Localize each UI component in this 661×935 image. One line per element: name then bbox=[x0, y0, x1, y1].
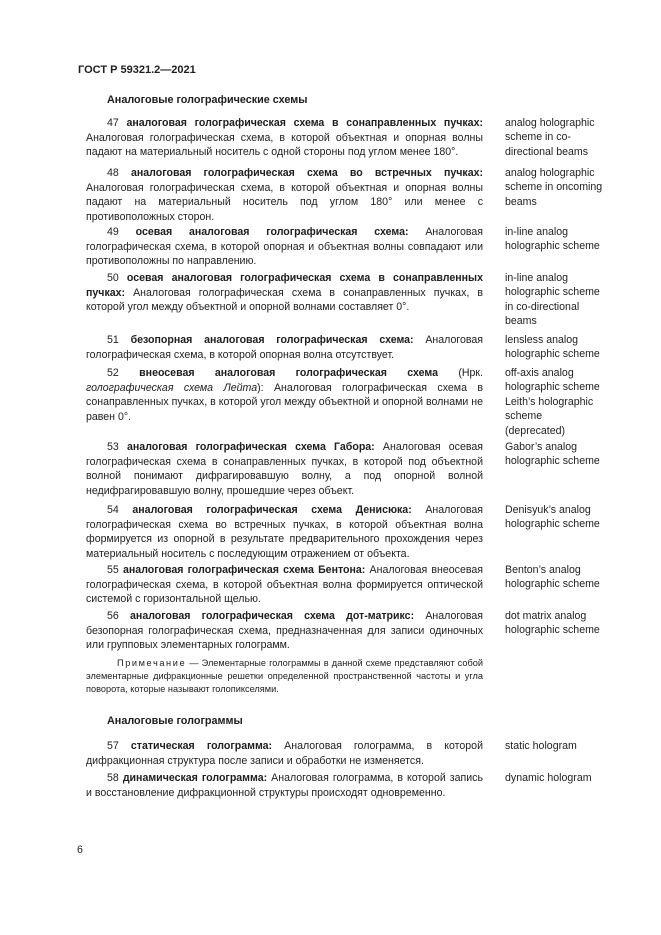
term-name: аналоговая голографическая схема дот-матрикс: bbox=[130, 610, 415, 622]
term-english-57: static hologram bbox=[505, 740, 577, 752]
term-name: аналоговая голографическая схема в сонаправленных пучках: bbox=[126, 117, 483, 129]
term-english-55: Benton’s analog holographic scheme bbox=[505, 564, 600, 591]
term-definition: Аналоговая голографическая схема во встречных пучках, в которой объектная волна формируется из опорной в результате предварительного прохождения через материальный носитель с последующим отражением от объекта. bbox=[86, 504, 483, 560]
term-name: безопорная аналоговая голографическая схема: bbox=[130, 334, 414, 346]
term-number: 57 bbox=[107, 740, 119, 752]
term-56 bbox=[86, 609, 483, 653]
term-english-54: Denisyuk’s analog holographic scheme bbox=[505, 504, 600, 531]
term-number: 51 bbox=[107, 334, 119, 346]
term-number: 54 bbox=[107, 504, 119, 516]
term-definition: Аналоговая голографическая схема в сонаправленных пучках, в которой угол между объектной и опорной волнами составляет 0°. bbox=[86, 286, 483, 314]
term-58 bbox=[86, 771, 483, 800]
term-52 bbox=[86, 366, 483, 424]
page-number: 6 bbox=[77, 844, 83, 856]
term-english-50: in-line analog holographic scheme in co-directional beams bbox=[505, 272, 600, 328]
term-name: аналоговая голографическая схема Бентона: bbox=[123, 564, 366, 576]
term-definition: Аналоговая осевая голографическая схема в сонаправленных пучках, в которой под объектной волной понимают дифрагировавшую волну, а под опорной волной недифрагировавшую волну, прошедшие через объект. bbox=[86, 441, 484, 497]
term-number: 58 bbox=[107, 772, 119, 784]
term-name: осевая аналоговая голографическая схема в сонаправленных пучках: bbox=[86, 272, 483, 299]
term-definition: Аналоговая внеосевая голографическая схема, в которой объектная волна формируется оптической системой с горизонтальной щелью. bbox=[86, 564, 483, 606]
note-label: Примечание bbox=[117, 658, 187, 668]
term-name: осевая аналоговая голографическая схема: bbox=[135, 226, 409, 238]
term-definition: Аналоговая голограмма, в которой дифракционная структура после записи и обработки не изменяется. bbox=[86, 740, 483, 767]
document-code: ГОСТ Р 59321.2—2021 bbox=[78, 64, 196, 76]
note bbox=[86, 657, 483, 696]
term-english-51: lensless analog holographic scheme bbox=[505, 334, 600, 361]
term-number: 50 bbox=[107, 272, 119, 284]
term-55 bbox=[86, 563, 483, 607]
term-english-58: dynamic hologram bbox=[505, 772, 592, 784]
term-54 bbox=[86, 503, 483, 561]
term-53 bbox=[86, 440, 483, 498]
term-number: 49 bbox=[107, 226, 119, 238]
term-english-48: analog holographic scheme in oncoming beams bbox=[505, 167, 603, 208]
term-number: 47 bbox=[107, 117, 119, 129]
term-number: 52 bbox=[107, 367, 119, 379]
term-number: 53 bbox=[107, 441, 119, 453]
term-definition: Аналоговая голографическая схема, в которой опорная и объектная волны совпадают или противоположны по направлению. bbox=[86, 226, 483, 268]
term-name: аналоговая голографическая схема во встречных пучках: bbox=[130, 167, 483, 179]
section-title: Аналоговые голограммы bbox=[107, 715, 243, 727]
term-definition: Аналоговая голографическая схема, в которой объектная и опорная волны падают на материальный носитель под углом 180° или менее с противоположных сторон. bbox=[86, 181, 483, 223]
term-english-53: Gabor’s analog holographic scheme bbox=[505, 441, 600, 468]
term-definition-prefix: (Нрк. bbox=[438, 367, 483, 379]
deprecated-term: голографическая схема Лейта bbox=[86, 381, 258, 394]
term-47 bbox=[86, 116, 483, 160]
term-name: аналоговая голографическая схема Денисюка: bbox=[132, 504, 412, 516]
term-definition: Аналоговая голографическая схема, в которой объектная и опорная волны падают на материальный носитель с одной стороны под углом менее 180°. bbox=[86, 131, 483, 159]
term-english-49: in-line analog holographic scheme bbox=[505, 226, 600, 253]
term-49 bbox=[86, 225, 483, 269]
term-57 bbox=[86, 739, 483, 768]
term-english-47: analog holographic scheme in co- directional beams bbox=[505, 117, 595, 158]
term-definition: Аналоговая голографическая схема, в которой опорная волна отсутствует. bbox=[86, 334, 483, 361]
term-name: внеосевая аналоговая голографическая схема bbox=[139, 367, 438, 379]
term-english-56: dot matrix analog holographic scheme bbox=[505, 610, 600, 637]
term-definition: ): Аналоговая голографическая схема в сонаправленных пучках, в которой угол между объектной и опорной волнами не равен 0°. bbox=[86, 381, 483, 423]
term-number: 56 bbox=[107, 610, 119, 622]
term-english-52: off-axis analog holographic scheme Leith’s holographic scheme (deprecated) bbox=[505, 367, 600, 437]
term-definition: Аналоговая безопорная голографическая схема, предназначенная для записи одиночных или групповых элементарных голограмм. bbox=[86, 610, 483, 652]
term-name: динамическая голограмма: bbox=[122, 772, 268, 784]
term-number: 48 bbox=[107, 167, 119, 179]
term-definition: Аналоговая голограмма, в которой запись и восстановление дифракционной структуры происходят одновременно. bbox=[86, 772, 483, 799]
term-48 bbox=[86, 166, 483, 224]
term-50 bbox=[86, 271, 483, 315]
term-name: аналоговая голографическая схема Габора: bbox=[127, 441, 375, 453]
term-name: статическая голограмма: bbox=[130, 740, 273, 752]
section-title: Аналоговые голографические схемы bbox=[107, 94, 308, 106]
note-text: — Элементарные голограммы в данной схеме представляют собой элементарные дифракционные решетки определенной пространственной частоты и угла поворота, которые называют голопикселями. bbox=[86, 658, 483, 694]
term-51 bbox=[86, 333, 483, 362]
term-number: 55 bbox=[107, 564, 119, 576]
